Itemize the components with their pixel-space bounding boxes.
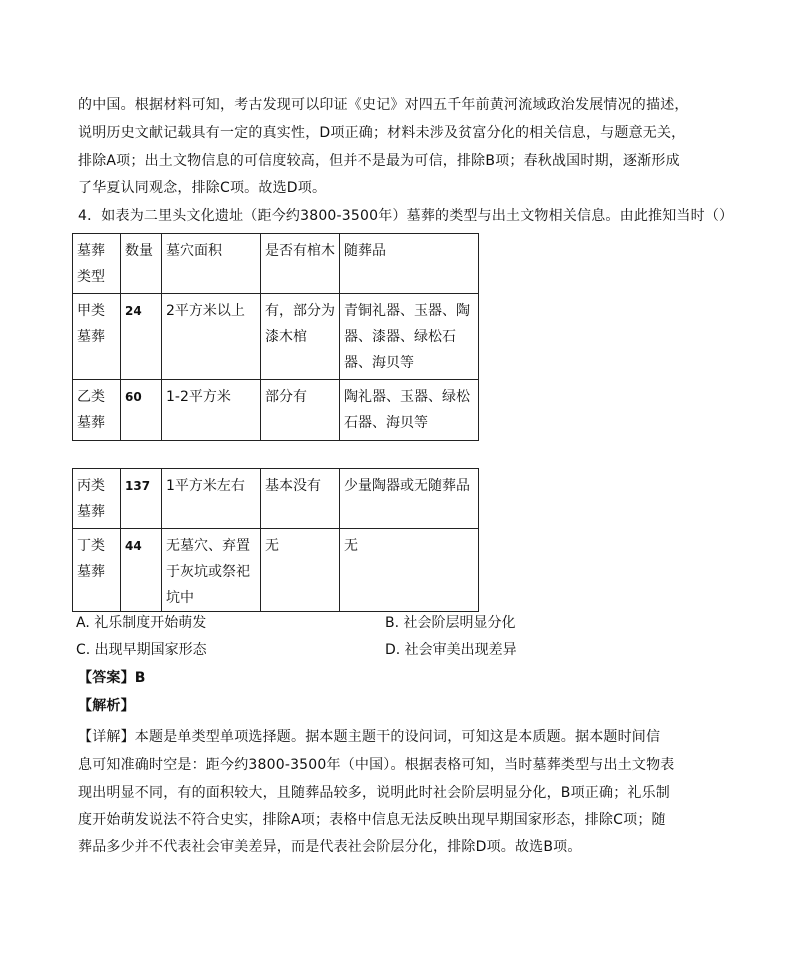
header-count: 数量	[121, 234, 162, 294]
answer-label: 【答案】B	[78, 670, 146, 686]
row-d-goods: 无	[340, 529, 479, 612]
analysis-label: 【解析】	[78, 698, 135, 714]
header-coffin: 是否有棺木	[261, 234, 340, 294]
table-row	[73, 469, 479, 529]
row-b-goods: 陶礼器、玉器、绿松石器、海贝等	[340, 380, 479, 441]
row-b-type: 乙类墓葬	[73, 380, 121, 441]
row-d-area: 无墓穴、弃置于灰坑或祭祀坑中	[162, 529, 261, 612]
row-a-count: 24	[121, 294, 162, 380]
question-stem: 4．如表为二里头文化遗址（距今约3800-3500年）墓葬的类型与出土文物相关信息。由此推知当时（）	[78, 208, 734, 224]
burial-table-part-1	[72, 233, 479, 441]
detail-line-1: 【详解】本题是单类型单项选择题。据本题主题干的设问词，可知这是本质题。据本题时间信	[78, 729, 661, 745]
detail-line-4: 度开始萌发说法不符合史实，排除A项；表格中信息无法反映出现早期国家形态，排除C项；随	[78, 812, 666, 828]
row-b-area: 1-2平方米	[162, 380, 261, 441]
row-b-coffin: 部分有	[261, 380, 340, 441]
detail-line-5: 葬品多少并不代表社会审美差异，而是代表社会阶层分化，排除D项。故选B项。	[78, 839, 582, 855]
row-c-area: 1平方米左右	[162, 469, 261, 529]
row-a-coffin: 有，部分为漆木棺	[261, 294, 340, 380]
option-a: A. 礼乐制度开始萌发	[76, 615, 207, 631]
header-goods: 随葬品	[340, 234, 479, 294]
row-d-coffin: 无	[261, 529, 340, 612]
prev-analysis-line-3: 排除A项；出土文物信息的可信度较高，但并不是最为可信，排除B项；春秋战国时期，逐渐形成	[78, 153, 680, 169]
row-c-type: 丙类墓葬	[73, 469, 121, 529]
row-d-type: 丁类墓葬	[73, 529, 121, 612]
table-row	[73, 380, 479, 441]
row-c-coffin: 基本没有	[261, 469, 340, 529]
option-b: B. 社会阶层明显分化	[385, 615, 516, 631]
prev-analysis-line-4: 了华夏认同观念，排除C项。故选D项。	[78, 180, 327, 196]
option-c: C. 出现早期国家形态	[76, 642, 207, 658]
header-area: 墓穴面积	[162, 234, 261, 294]
header-type: 墓葬类型	[73, 234, 121, 294]
row-c-count: 137	[121, 469, 162, 529]
detail-line-2: 息可知准确时空是：距今约3800-3500年（中国）。根据表格可知，当时墓葬类型与出土文物表	[78, 757, 675, 773]
row-a-type: 甲类墓葬	[73, 294, 121, 380]
row-d-count: 44	[121, 529, 162, 612]
table-header-row	[73, 234, 479, 294]
row-c-goods: 少量陶器或无随葬品	[340, 469, 479, 529]
table-row	[73, 294, 479, 380]
row-b-count: 60	[121, 380, 162, 441]
option-d: D. 社会审美出现差异	[385, 642, 517, 658]
burial-table-part-2	[72, 468, 479, 612]
prev-analysis-line-2: 说明历史文献记载具有一定的真实性，D项正确；材料未涉及贫富分化的相关信息，与题意无关，	[78, 125, 686, 141]
detail-line-3: 现出明显不同，有的面积较大，且随葬品较多，说明此时社会阶层明显分化，B项正确；礼乐制	[78, 785, 671, 801]
row-a-area: 2平方米以上	[162, 294, 261, 380]
table-row	[73, 529, 479, 612]
row-a-goods: 青铜礼器、玉器、陶器、漆器、绿松石器、海贝等	[340, 294, 479, 380]
prev-analysis-line-1: 的中国。根据材料可知，考古发现可以印证《史记》对四五千年前黄河流域政治发展情况的描述，	[78, 97, 689, 113]
